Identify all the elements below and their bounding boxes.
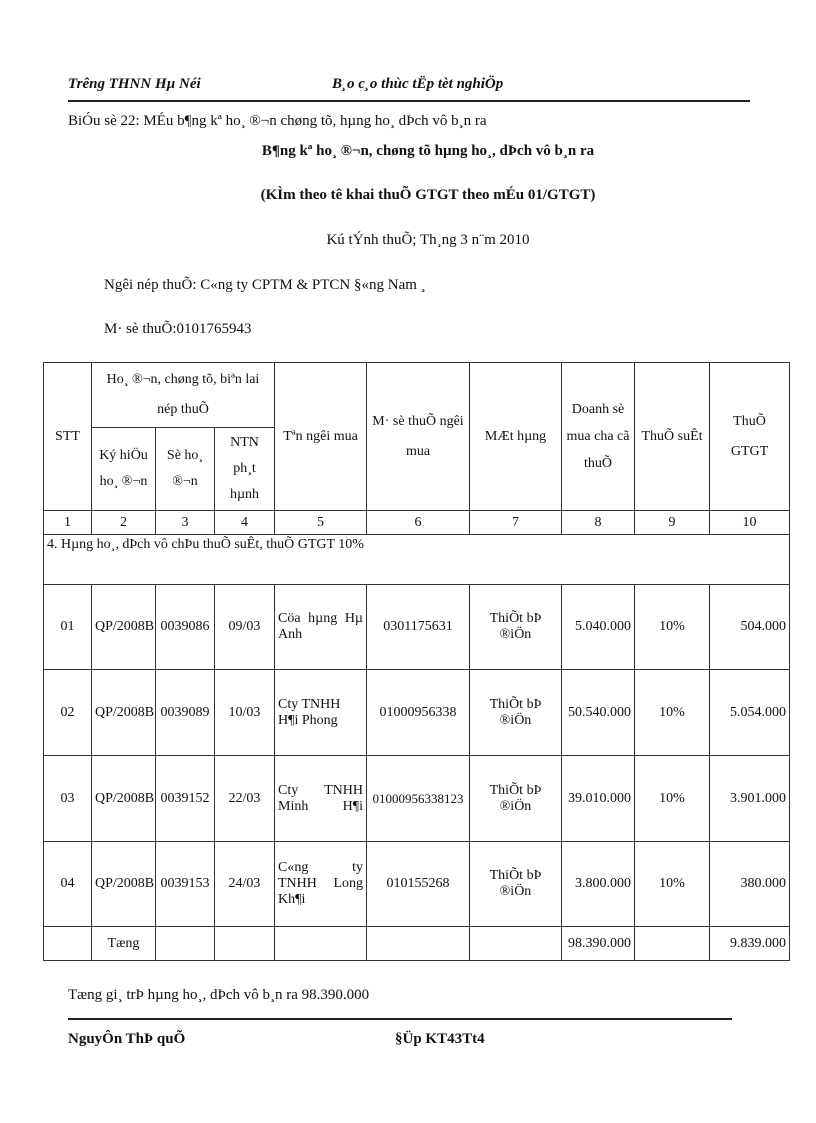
document-title: B¶ng kª ho¸ ®¬n, chøng tõ hµng ho¸, dÞch vô b¸n ra xyxy=(261,143,595,159)
total-empty xyxy=(215,927,275,961)
col-number: 5 xyxy=(275,511,367,535)
row-rate: 10% xyxy=(635,756,710,842)
header-buyer: Tªn ngêi mua xyxy=(275,363,367,511)
row-date: 10/03 xyxy=(215,670,275,756)
col-number: 8 xyxy=(562,511,635,535)
header-revenue: Doanh sè mua cha cã thuÕ xyxy=(562,363,635,511)
tax-period: Kú tÝnh thuÕ; Th¸ng 3 n¨m 2010 xyxy=(326,232,530,248)
section-heading: 4. Hµng ho¸, dÞch vô chÞu thuÕ suÊt, thuÕ GTGT 10% xyxy=(44,535,790,585)
row-stt: 02 xyxy=(44,670,92,756)
header-buyer-tax: M· sè thuÕ ngêi mua xyxy=(367,363,470,511)
row-number: 0039152 xyxy=(156,756,215,842)
total-revenue: 98.390.000 xyxy=(562,927,635,961)
author-name: NguyÔn ThÞ quÕ xyxy=(68,1031,186,1047)
row-number: 0039086 xyxy=(156,585,215,670)
total-empty xyxy=(367,927,470,961)
row-revenue: 5.040.000 xyxy=(562,585,635,670)
row-number: 0039089 xyxy=(156,670,215,756)
school-name: Trêng THNN Hµ Néi xyxy=(68,76,201,92)
header-rate: ThuÕ suÊt xyxy=(635,363,710,511)
row-symbol: QP/2008B xyxy=(92,842,156,927)
table-row xyxy=(44,842,790,927)
tax-code: M· sè thuÕ:0101765943 xyxy=(104,321,252,337)
col-number: 1 xyxy=(44,511,92,535)
col-number: 6 xyxy=(367,511,470,535)
header-stt: STT xyxy=(44,363,92,511)
col-number: 4 xyxy=(215,511,275,535)
row-date: 22/03 xyxy=(215,756,275,842)
row-rate: 10% xyxy=(635,842,710,927)
invoice-table xyxy=(43,362,790,961)
row-stt: 01 xyxy=(44,585,92,670)
total-empty xyxy=(470,927,562,961)
table-row xyxy=(44,670,790,756)
row-date: 24/03 xyxy=(215,842,275,927)
row-date: 09/03 xyxy=(215,585,275,670)
document-subtitle: (KÌm theo tê khai thuÕ GTGT theo mÉu 01/GTGT) xyxy=(260,187,596,203)
header-date: NTN ph¸t hµnh xyxy=(215,428,275,511)
footer-rule xyxy=(68,1018,732,1020)
total-empty xyxy=(275,927,367,961)
form-line: BiÓu sè 22: MÉu b¶ng kª ho¸ ®¬n chøng tõ, hµng ho¸ dÞch vô b¸n ra xyxy=(68,113,487,129)
row-stt: 04 xyxy=(44,842,92,927)
row-item: ThiÕt bÞ ®iÖn xyxy=(470,842,562,927)
header-symbol: Ký hiÖu ho¸ ®¬n xyxy=(92,428,156,511)
row-buyer-tax: 0301175631 xyxy=(367,585,470,670)
col-number: 9 xyxy=(635,511,710,535)
total-row xyxy=(44,927,790,961)
row-buyer: Cty TNHH Minh H¶i xyxy=(275,756,367,842)
row-item: ThiÕt bÞ ®iÖn xyxy=(470,585,562,670)
row-vat: 5.054.000 xyxy=(710,670,790,756)
col-number: 3 xyxy=(156,511,215,535)
row-buyer: Cöa hµng Hµ Anh xyxy=(275,585,367,670)
row-vat: 380.000 xyxy=(710,842,790,927)
col-number: 2 xyxy=(92,511,156,535)
row-vat: 3.901.000 xyxy=(710,756,790,842)
row-rate: 10% xyxy=(635,670,710,756)
row-revenue: 3.800.000 xyxy=(562,842,635,927)
header-doc-group: Ho¸ ®¬n, chøng tõ, biªn lai nép thuÕ xyxy=(92,363,275,428)
row-buyer-tax: 01000956338123 xyxy=(367,756,470,842)
report-title: B¸o c¸o thùc tËp tèt nghiÖp xyxy=(332,76,504,92)
col-number: 10 xyxy=(710,511,790,535)
row-buyer-tax: 01000956338 xyxy=(367,670,470,756)
row-symbol: QP/2008B xyxy=(92,756,156,842)
row-buyer-tax: 010155268 xyxy=(367,842,470,927)
total-empty xyxy=(635,927,710,961)
summary-line: Tæng gi¸ trÞ hµng ho¸, dÞch vô b¸n ra 98.390.000 xyxy=(68,987,370,1003)
row-revenue: 39.010.000 xyxy=(562,756,635,842)
row-stt: 03 xyxy=(44,756,92,842)
row-number: 0039153 xyxy=(156,842,215,927)
total-vat: 9.839.000 xyxy=(710,927,790,961)
row-item: ThiÕt bÞ ®iÖn xyxy=(470,670,562,756)
col-number: 7 xyxy=(470,511,562,535)
table-row xyxy=(44,585,790,670)
row-rate: 10% xyxy=(635,585,710,670)
row-revenue: 50.540.000 xyxy=(562,670,635,756)
row-symbol: QP/2008B xyxy=(92,585,156,670)
row-item: ThiÕt bÞ ®iÖn xyxy=(470,756,562,842)
row-vat: 504.000 xyxy=(710,585,790,670)
row-buyer: C«ng ty TNHH Long Kh¶i xyxy=(275,842,367,927)
header-item: MÆt hµng xyxy=(470,363,562,511)
total-label: Tæng xyxy=(92,927,156,961)
header-rule xyxy=(68,100,750,102)
table-row xyxy=(44,756,790,842)
header-vat: ThuÕ GTGT xyxy=(710,363,790,511)
row-symbol: QP/2008B xyxy=(92,670,156,756)
header-number: Sè ho¸ ®¬n xyxy=(156,428,215,511)
row-buyer: Cty TNHH H¶i Phong xyxy=(275,670,367,756)
class-code: §Üp KT43Tt4 xyxy=(395,1031,485,1047)
total-empty xyxy=(156,927,215,961)
taxpayer: Ngêi nép thuÕ: C«ng ty CPTM & PTCN §«ng Nam ¸ xyxy=(104,277,426,293)
total-empty xyxy=(44,927,92,961)
